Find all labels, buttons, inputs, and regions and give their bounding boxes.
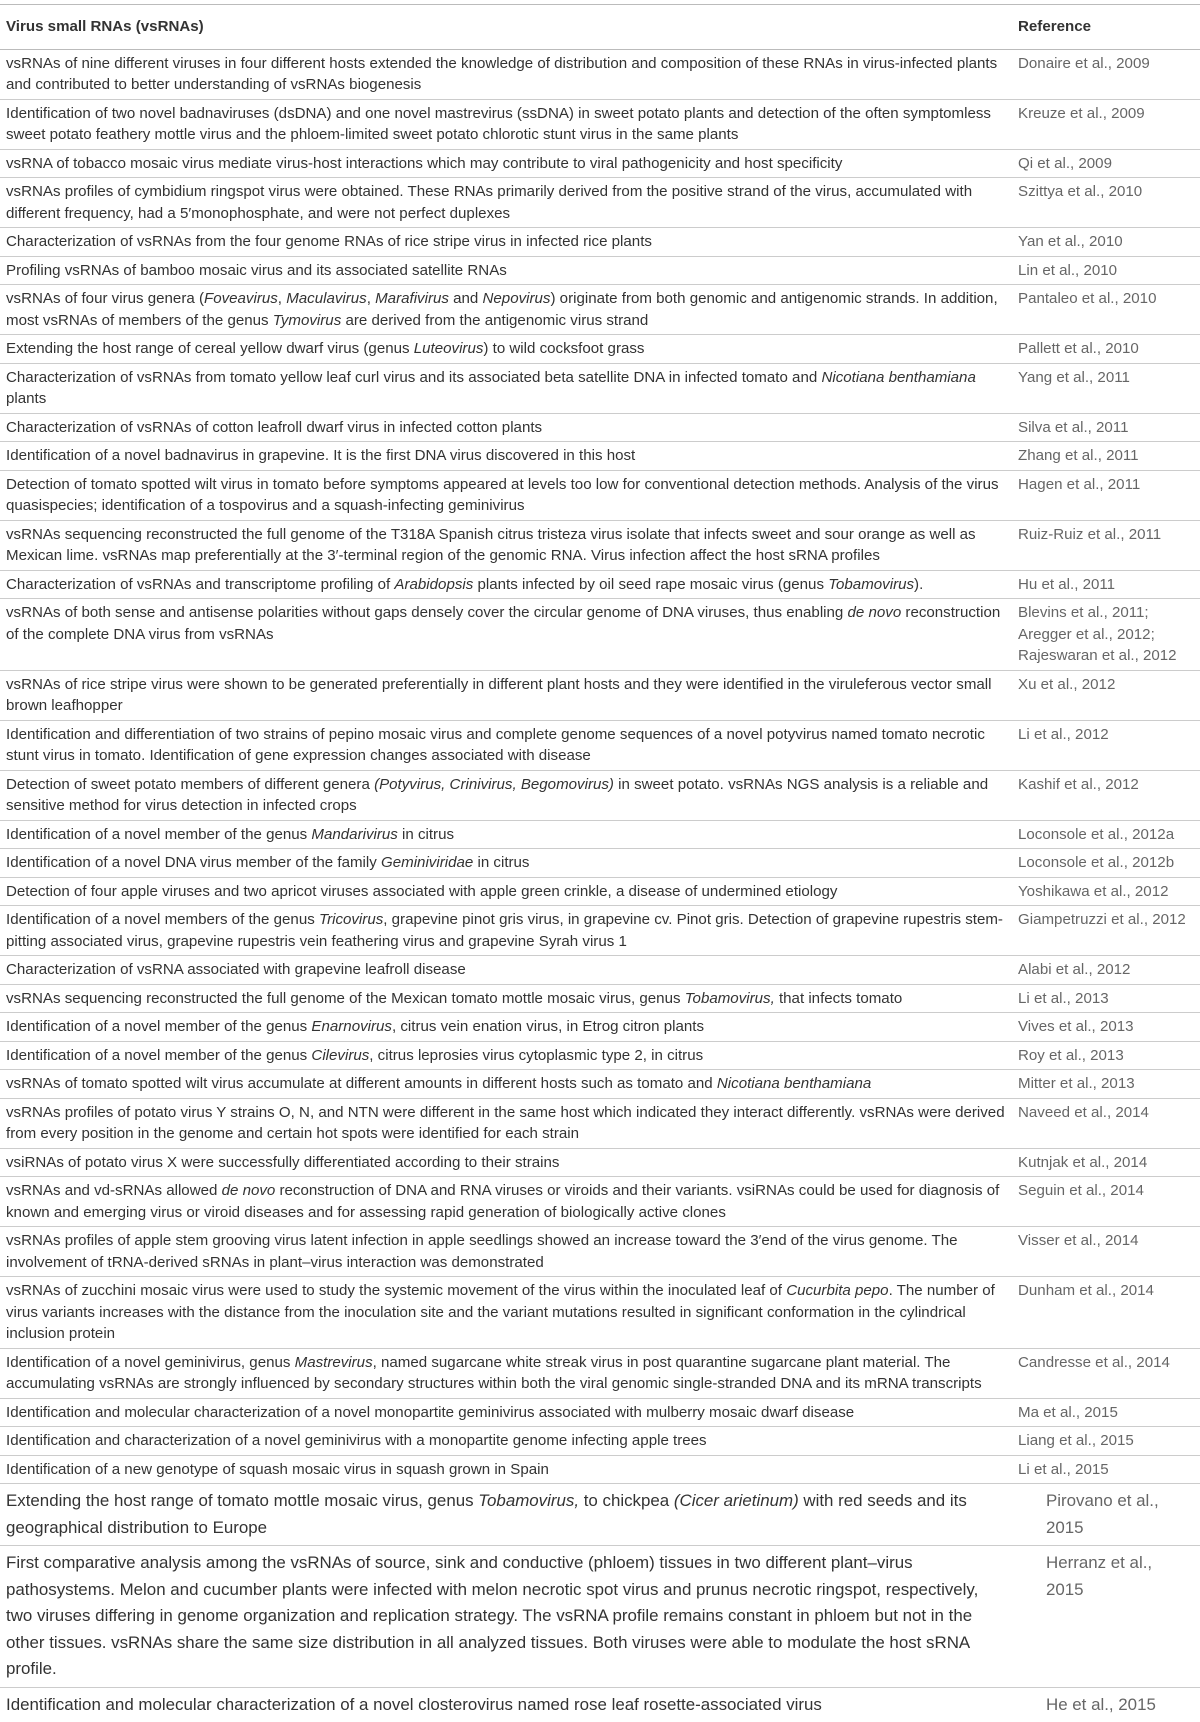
description-cell: vsRNAs of rice stripe virus were shown to be generated preferentially in different plant hosts and they were identified in the viruleferous vector small brown leafhopper xyxy=(0,670,1012,720)
table-row xyxy=(0,178,1200,228)
table-row xyxy=(0,1348,1200,1398)
reference-cell: Xu et al., 2012 xyxy=(1012,670,1200,720)
table-row xyxy=(0,670,1200,720)
reference-cell: Zhang et al., 2011 xyxy=(1012,442,1200,471)
reference-cell: Silva et al., 2011 xyxy=(1012,413,1200,442)
table-row xyxy=(0,1227,1200,1277)
reference-cell: Alabi et al., 2012 xyxy=(1012,956,1200,985)
reference-cell: Li et al., 2013 xyxy=(1012,984,1200,1013)
table-row xyxy=(0,1546,1200,1688)
table-row xyxy=(0,599,1200,671)
table-row xyxy=(0,877,1200,906)
table-row xyxy=(0,335,1200,364)
description-cell: vsRNAs sequencing reconstructed the full genome of the Mexican tomato mottle mosaic virus, genus Tobamovirus, that infects tomato xyxy=(0,984,1012,1013)
description-cell: Detection of tomato spotted wilt virus in tomato before symptoms appeared at levels too low for conventional detection methods. Analysis of the virus quasispecies; identification of a tospovirus and a squash-infecting geminivirus xyxy=(0,470,1012,520)
table-row xyxy=(0,285,1200,335)
reference-cell: Visser et al., 2014 xyxy=(1012,1227,1200,1277)
vsrna-table xyxy=(0,4,1200,1722)
table-row xyxy=(0,363,1200,413)
description-cell: vsRNA of tobacco mosaic virus mediate virus-host interactions which may contribute to viral pathogenicity and host specificity xyxy=(0,149,1012,178)
reference-cell: Candresse et al., 2014 xyxy=(1012,1348,1200,1398)
reference-cell: Blevins et al., 2011; Aregger et al., 2012; Rajeswaran et al., 2012 xyxy=(1012,599,1200,671)
table-row xyxy=(0,1070,1200,1099)
description-cell: Identification of a novel badnavirus in grapevine. It is the first DNA virus discovered in this host xyxy=(0,442,1012,471)
reference-cell: Kashif et al., 2012 xyxy=(1012,770,1200,820)
table-row xyxy=(0,228,1200,257)
reference-cell: Li et al., 2015 xyxy=(1012,1455,1200,1484)
description-cell: Characterization of vsRNAs and transcriptome profiling of Arabidopsis plants infected by oil seed rape mosaic virus (genus Tobamovirus). xyxy=(0,570,1012,599)
header-reference: Reference xyxy=(1012,5,1200,50)
description-cell: Identification of a new genotype of squash mosaic virus in squash grown in Spain xyxy=(0,1455,1012,1484)
table-row xyxy=(0,413,1200,442)
table-row xyxy=(0,1277,1200,1349)
reference-cell: Ma et al., 2015 xyxy=(1012,1398,1200,1427)
reference-cell: Dunham et al., 2014 xyxy=(1012,1277,1200,1349)
table-row xyxy=(0,1013,1200,1042)
description-cell: vsiRNAs of potato virus X were successfully differentiated according to their strains xyxy=(0,1148,1012,1177)
description-cell: vsRNAs of zucchini mosaic virus were used to study the systemic movement of the virus within the inoculated leaf of Cucurbita pepo. The number of virus variants increases with the distance from the inoculation site and the variant mutations resulted in significant conformation in the cylindrical inclusion protein xyxy=(0,1277,1012,1349)
table-row xyxy=(0,1455,1200,1484)
reference-cell: Li et al., 2012 xyxy=(1012,720,1200,770)
table-row xyxy=(0,1687,1200,1722)
reference-cell: Kreuze et al., 2009 xyxy=(1012,99,1200,149)
table-row xyxy=(0,1398,1200,1427)
description-cell: vsRNAs profiles of apple stem grooving virus latent infection in apple seedlings showed an increase toward the 3′end of the virus genome. The involvement of tRNA-derived sRNAs in plant–virus interaction was demonstrated xyxy=(0,1227,1012,1277)
description-cell: Extending the host range of cereal yellow dwarf virus (genus Luteovirus) to wild cocksfoot grass xyxy=(0,335,1012,364)
reference-cell: Roy et al., 2013 xyxy=(1012,1041,1200,1070)
description-cell: Identification of a novel member of the genus Mandarivirus in citrus xyxy=(0,820,1012,849)
reference-cell: Vives et al., 2013 xyxy=(1012,1013,1200,1042)
table-row xyxy=(0,984,1200,1013)
table-row xyxy=(0,1098,1200,1148)
description-cell: First comparative analysis among the vsRNAs of source, sink and conductive (phloem) tissues in two different plant–virus pathosystems. Melon and cucumber plants were infected with melon necrotic spot virus and prunus necrotic ringspot, respectively, two viruses differing in genome organization and replication strategy. The vsRNA profile remains constant in phloem but not in the other tissues. vsRNAs share the same size distribution in all analyzed tissues. Both viruses were able to modulate the host sRNA profile. xyxy=(0,1546,1012,1688)
table-row xyxy=(0,770,1200,820)
description-cell: Identification and characterization of a novel geminivirus with a monopartite genome infecting apple trees xyxy=(0,1427,1012,1456)
table-row xyxy=(0,956,1200,985)
description-cell: Characterization of vsRNAs of cotton leafroll dwarf virus in infected cotton plants xyxy=(0,413,1012,442)
table-row xyxy=(0,99,1200,149)
header-description: Virus small RNAs (vsRNAs) xyxy=(0,5,1012,50)
table-row xyxy=(0,1177,1200,1227)
table-row xyxy=(0,256,1200,285)
description-cell: vsRNAs sequencing reconstructed the full genome of the T318A Spanish citrus tristeza virus isolate that infects sweet and sour orange as well as Mexican lime. vsRNAs map preferentially at the 3′-terminal region of the genomic RNA. Virus infection affect the host sRNA profiles xyxy=(0,520,1012,570)
table-row xyxy=(0,849,1200,878)
description-cell: Characterization of vsRNAs from the four genome RNAs of rice stripe virus in infected rice plants xyxy=(0,228,1012,257)
description-cell: vsRNAs of both sense and antisense polarities without gaps densely cover the circular genome of DNA viruses, thus enabling de novo reconstruction of the complete DNA virus from vsRNAs xyxy=(0,599,1012,671)
description-cell: vsRNAs profiles of potato virus Y strains O, N, and NTN were different in the same host which indicated they interact differently. vsRNAs were derived from every position in the genome and certain hot spots were identified for each strain xyxy=(0,1098,1012,1148)
table-row xyxy=(0,820,1200,849)
reference-cell: Yoshikawa et al., 2012 xyxy=(1012,877,1200,906)
reference-cell: Yan et al., 2010 xyxy=(1012,228,1200,257)
reference-cell: Herranz et al., 2015 xyxy=(1012,1546,1200,1688)
reference-cell: Donaire et al., 2009 xyxy=(1012,49,1200,99)
description-cell: Identification of a novel DNA virus member of the family Geminiviridae in citrus xyxy=(0,849,1012,878)
reference-cell: Loconsole et al., 2012a xyxy=(1012,820,1200,849)
description-cell: Detection of four apple viruses and two apricot viruses associated with apple green crinkle, a disease of undermined etiology xyxy=(0,877,1012,906)
reference-cell: Pantaleo et al., 2010 xyxy=(1012,285,1200,335)
reference-cell: Kutnjak et al., 2014 xyxy=(1012,1148,1200,1177)
description-cell: vsRNAs profiles of cymbidium ringspot virus were obtained. These RNAs primarily derived from the positive strand of the virus, accumulated with different frequency, had a 5′monophosphate, and were not perfect duplexes xyxy=(0,178,1012,228)
reference-cell: Pirovano et al., 2015 xyxy=(1012,1484,1200,1546)
reference-cell: Seguin et al., 2014 xyxy=(1012,1177,1200,1227)
table-row xyxy=(0,720,1200,770)
table-header-row xyxy=(0,5,1200,50)
reference-cell: Liang et al., 2015 xyxy=(1012,1427,1200,1456)
reference-cell: Giampetruzzi et al., 2012 xyxy=(1012,906,1200,956)
description-cell: Characterization of vsRNAs from tomato yellow leaf curl virus and its associated beta satellite DNA in infected tomato and Nicotiana benthamiana plants xyxy=(0,363,1012,413)
description-cell: vsRNAs of nine different viruses in four different hosts extended the knowledge of distribution and composition of these RNAs in virus-infected plants and contributed to better understanding of vsRNAs biogenesis xyxy=(0,49,1012,99)
description-cell: Identification and molecular characterization of a novel monopartite geminivirus associated with mulberry mosaic dwarf disease xyxy=(0,1398,1012,1427)
table-row xyxy=(0,1148,1200,1177)
description-cell: vsRNAs of tomato spotted wilt virus accumulate at different amounts in different hosts such as tomato and Nicotiana benthamiana xyxy=(0,1070,1012,1099)
description-cell: vsRNAs of four virus genera (Foveavirus, Maculavirus, Marafivirus and Nepovirus) originate from both genomic and antigenomic strands. In addition, most vsRNAs of members of the genus Tymovirus are derived from the antigenomic virus strand xyxy=(0,285,1012,335)
description-cell: Profiling vsRNAs of bamboo mosaic virus and its associated satellite RNAs xyxy=(0,256,1012,285)
table-row xyxy=(0,1484,1200,1546)
description-cell: Extending the host range of tomato mottle mosaic virus, genus Tobamovirus, to chickpea (Cicer arietinum) with red seeds and its geographical distribution to Europe xyxy=(0,1484,1012,1546)
reference-cell: Qi et al., 2009 xyxy=(1012,149,1200,178)
description-cell: Characterization of vsRNA associated with grapevine leafroll disease xyxy=(0,956,1012,985)
description-cell: Identification of a novel member of the genus Cilevirus, citrus leprosies virus cytoplasmic type 2, in citrus xyxy=(0,1041,1012,1070)
reference-cell: Hu et al., 2011 xyxy=(1012,570,1200,599)
table-row xyxy=(0,1427,1200,1456)
reference-cell: Naveed et al., 2014 xyxy=(1012,1098,1200,1148)
reference-cell: Ruiz-Ruiz et al., 2011 xyxy=(1012,520,1200,570)
reference-cell: Yang et al., 2011 xyxy=(1012,363,1200,413)
table-row xyxy=(0,49,1200,99)
description-cell: Identification of two novel badnaviruses (dsDNA) and one novel mastrevirus (ssDNA) in sweet potato plants and detection of the often symptomless sweet potato feathery mottle virus and the phloem-limited sweet potato chlorotic stunt virus in the same plants xyxy=(0,99,1012,149)
description-cell: Identification and differentiation of two strains of pepino mosaic virus and complete genome sequences of a novel potyvirus named tomato necrotic stunt virus in tomato. Identification of gene expression changes associated with disease xyxy=(0,720,1012,770)
table-row xyxy=(0,149,1200,178)
reference-cell: He et al., 2015 xyxy=(1046,1694,1156,1714)
table-row xyxy=(0,1041,1200,1070)
reference-cell: Mitter et al., 2013 xyxy=(1012,1070,1200,1099)
description-cell: Detection of sweet potato members of different genera (Potyvirus, Crinivirus, Begomovirus) in sweet potato. vsRNAs NGS analysis is a reliable and sensitive method for virus detection in infected crops xyxy=(0,770,1012,820)
reference-cell: Pallett et al., 2010 xyxy=(1012,335,1200,364)
table-row xyxy=(0,906,1200,956)
description-cell: vsRNAs and vd-sRNAs allowed de novo reconstruction of DNA and RNA viruses or viroids and their variants. vsiRNAs could be used for diagnosis of known and emerging virus or viroid diseases and for assessing rapid generation of biologically active clones xyxy=(0,1177,1012,1227)
reference-cell: Hagen et al., 2011 xyxy=(1012,470,1200,520)
table-row xyxy=(0,470,1200,520)
description-cell: Identification of a novel member of the genus Enarnovirus, citrus vein enation virus, in Etrog citron plants xyxy=(0,1013,1012,1042)
table-body xyxy=(0,49,1200,1722)
reference-cell: Loconsole et al., 2012b xyxy=(1012,849,1200,878)
table-row xyxy=(0,570,1200,599)
reference-cell: Lin et al., 2010 xyxy=(1012,256,1200,285)
description-cell: Identification of a novel geminivirus, genus Mastrevirus, named sugarcane white streak virus in post quarantine sugarcane plant material. The accumulating vsRNAs are strongly influenced by secondary structures within both the viral genomic single-stranded DNA and its mRNA transcripts xyxy=(0,1348,1012,1398)
description-cell: Identification of a novel members of the genus Tricovirus, grapevine pinot gris virus, in grapevine cv. Pinot gris. Detection of grapevine rupestris stem-pitting associated virus, grapevine rupestris vein feathering virus and grapevine Syrah virus 1 xyxy=(0,906,1012,956)
table-row xyxy=(0,520,1200,570)
reference-cell: Szittya et al., 2010 xyxy=(1012,178,1200,228)
table-row xyxy=(0,442,1200,471)
description-cell: Identification and molecular characterization of a novel closterovirus named rose leaf rosette-associated virus xyxy=(6,1694,822,1714)
